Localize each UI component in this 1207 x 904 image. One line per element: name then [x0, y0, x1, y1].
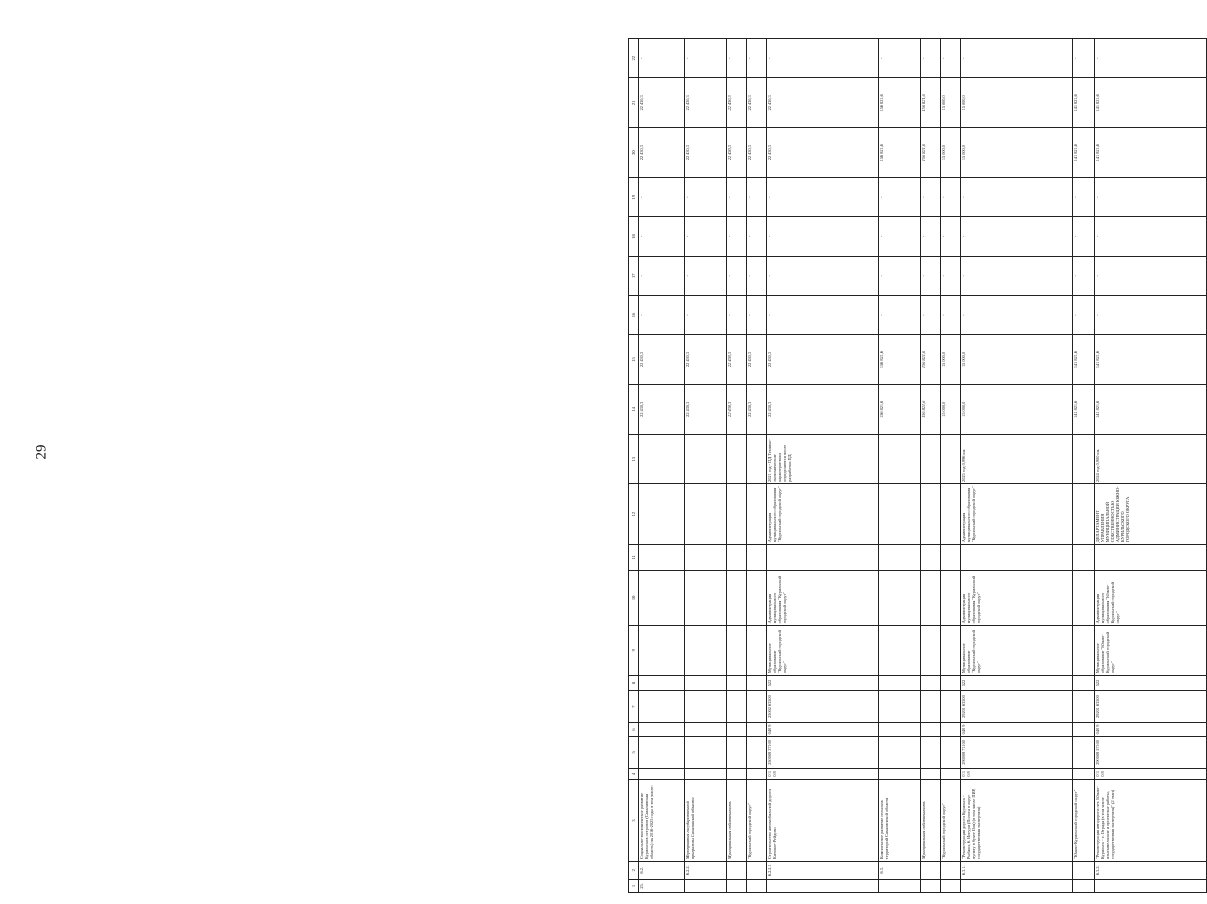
table-cell-c11: [1095, 544, 1207, 570]
table-cell-c17: -: [941, 256, 961, 295]
column-number: 20: [629, 128, 639, 178]
table-cell-c12: [727, 484, 747, 544]
table-cell-c22: -: [1073, 39, 1095, 78]
table-cell-c15: 15 000,0: [941, 335, 961, 385]
table-cell-c21: 22 430,3: [727, 78, 747, 128]
table-cell-c1: [941, 879, 961, 892]
table-cell-c4: [727, 768, 747, 780]
table-cell-c12: Администрация муниципального образования "Курильский городской округ": [767, 484, 879, 544]
table-cell-c7: [1073, 691, 1095, 722]
table-cell-c13: [941, 434, 961, 484]
table-cell-c3: "Реконструкция автодороги пгт. Южно-Курильск - с. Отрада (в том числе изыскательские и проектные работы, государственная экспертиза)" (2 этап): [1095, 780, 1207, 861]
table-cell-c9: [639, 625, 685, 675]
table-cell-c13: [879, 434, 921, 484]
table-cell-c16: -: [747, 295, 767, 334]
table-cell-c17: -: [639, 256, 685, 295]
table-cell-c6: [941, 722, 961, 736]
table-cell-c10: Администрация муниципального образования "Курильский городской округ": [767, 570, 879, 625]
column-number: 21: [629, 78, 639, 128]
table-cell-c21: 15 000,0: [941, 78, 961, 128]
table-cell-c21: 22 430,3: [685, 78, 727, 128]
table-cell-c9: Муниципальное образование "Южно-Курильский городской округ": [1095, 625, 1207, 675]
table-cell-c12: Администрация муниципального образования "Курильский городской округ": [961, 484, 1073, 544]
table-row: [639, 39, 685, 893]
table-cell-c9: [941, 625, 961, 675]
table-cell-c20: 22 430,3: [639, 128, 685, 178]
table-cell-c4: [941, 768, 961, 780]
table-cell-c19: -: [1073, 178, 1095, 217]
table-cell-c4: [747, 768, 767, 780]
table-cell-c3: Комплексное развитие сельских территорий Сахалинской области: [879, 780, 921, 861]
table-cell-c8: 522: [767, 675, 879, 691]
table-cell-c14: 22 430,3: [767, 384, 879, 434]
table-cell-c20: 141 821,6: [1095, 128, 1207, 178]
table-cell-c5: [921, 737, 941, 768]
table-cell-c17: -: [685, 256, 727, 295]
table-row: [961, 39, 1073, 893]
table-cell-c6: [921, 722, 941, 736]
table-cell-c4: [879, 768, 921, 780]
table-cell-c8: [639, 675, 685, 691]
table-cell-c10: [921, 570, 941, 625]
table-cell-c11: [727, 544, 747, 570]
column-number: 22: [629, 39, 639, 78]
table-cell-c8: 522: [1095, 675, 1207, 691]
table-cell-c14: 15 000,0: [941, 384, 961, 434]
table-cell-c19: -: [879, 178, 921, 217]
table-cell-c12: [879, 484, 921, 544]
table-cell-c20: 15 000,0: [941, 128, 961, 178]
table-cell-c1: 25.: [639, 879, 685, 892]
table-cell-c12: [921, 484, 941, 544]
column-number: 1: [629, 879, 639, 892]
table-cell-c18: -: [961, 217, 1073, 256]
column-number: 9: [629, 625, 639, 675]
table-cell-c15: 141 821,6: [1095, 335, 1207, 385]
table-cell-c21: 141 821,6: [1073, 78, 1095, 128]
table-cell-c11: [767, 544, 879, 570]
table-cell-c6: [1073, 722, 1095, 736]
table-cell-c3: "Реконструкция дороги Курильск - Рыбаки, 6. Ингури (Полоса в округ пункту в бухте Оля) (в том числе ПИР, государственная экспертиза): [961, 780, 1073, 861]
table-cell-c1: [1073, 879, 1095, 892]
table-cell-c9: [879, 625, 921, 675]
table-cell-c15: 22 430,3: [767, 335, 879, 385]
table-cell-c2: 6.3.1.: [961, 861, 1073, 879]
table-cell-c12: [747, 484, 767, 544]
table-cell-c4: 0 3 0 8: [767, 768, 879, 780]
table-cell-c12: [941, 484, 961, 544]
table-cell-c7: 29201 63500: [1095, 691, 1207, 722]
table-cell-c19: -: [1095, 178, 1207, 217]
table-cell-c5: [879, 737, 921, 768]
table-cell-c10: [879, 570, 921, 625]
table-row: [1073, 39, 1095, 893]
table-cell-c16: -: [941, 295, 961, 334]
table-cell-c20: 22 430,3: [685, 128, 727, 178]
table-cell-c1: [1095, 879, 1207, 892]
table-cell-c14: 15 000,0: [961, 384, 1073, 434]
table-cell-c3: Социально-экономическое развитие Курильских островов (Сахалинская область) на 2016-2025 годы в том числе:: [639, 780, 685, 861]
table-cell-c21: 156 821,6: [921, 78, 941, 128]
table-cell-c9: [921, 625, 941, 675]
table-row: [767, 39, 879, 893]
table-cell-c18: -: [747, 217, 767, 256]
table-cell-c18: -: [767, 217, 879, 256]
table-cell-c2: 6.2.: [639, 861, 685, 879]
table-cell-c2: [921, 861, 941, 879]
table-cell-c15: 22 430,3: [747, 335, 767, 385]
table-cell-c17: -: [879, 256, 921, 295]
table-cell-c4: [685, 768, 727, 780]
table-cell-c4: [1073, 768, 1095, 780]
investment-table: [628, 38, 1207, 893]
table-cell-c17: -: [921, 256, 941, 295]
table-cell-c11: [1073, 544, 1095, 570]
table-cell-c15: 22 430,3: [685, 335, 727, 385]
table-row: [879, 39, 921, 893]
table-cell-c1: [747, 879, 767, 892]
table-cell-c5: [747, 737, 767, 768]
table-cell-c10: [685, 570, 727, 625]
table-cell-c17: -: [747, 256, 767, 295]
table-cell-c17: -: [961, 256, 1073, 295]
table-cell-c19: -: [941, 178, 961, 217]
column-number: 12: [629, 484, 639, 544]
table-cell-c16: -: [961, 295, 1073, 334]
table-cell-c18: -: [941, 217, 961, 256]
table-cell-c13: [1073, 434, 1095, 484]
table-cell-c1: [879, 879, 921, 892]
table-cell-c17: -: [767, 256, 879, 295]
table-cell-c20: 22 430,3: [727, 128, 747, 178]
table-cell-c12: ДЕПАРТАМЕНТ УПРАВЛЕНИЯ МУНИЦИПАЛЬНОЙ СОБСТВЕННОСТЬЮ АДМИНИСТРАЦИИ ЮЖНО-КУРИЛЬСКОГО ГОРОДСКОГО ОКРУГА: [1095, 484, 1207, 544]
table-cell-c18: -: [1073, 217, 1095, 256]
table-header-row: [629, 39, 639, 893]
column-number: 8: [629, 675, 639, 691]
column-number: 10: [629, 570, 639, 625]
table-cell-c21: 156 821,6: [879, 78, 921, 128]
table-cell-c15: 156 821,6: [879, 335, 921, 385]
table-cell-c17: -: [1073, 256, 1095, 295]
table-cell-c21: 15 000,0: [961, 78, 1073, 128]
table-cell-c7: [727, 691, 747, 722]
table-cell-c18: -: [879, 217, 921, 256]
table-cell-c18: -: [685, 217, 727, 256]
table-cell-c16: -: [921, 295, 941, 334]
table-cell-c5: 250008 37100: [767, 737, 879, 768]
table-cell-c13: [921, 434, 941, 484]
table-cell-c10: Администрация муниципального образования "Курильский городской округ": [961, 570, 1073, 625]
table-cell-c16: -: [685, 295, 727, 334]
table-cell-c11: [879, 544, 921, 570]
table-cell-c2: 6.3.: [879, 861, 921, 879]
table-cell-c10: [1073, 570, 1095, 625]
table-cell-c7: [941, 691, 961, 722]
table-cell-c8: [727, 675, 747, 691]
table-cell-c13: [727, 434, 747, 484]
table-cell-c19: -: [685, 178, 727, 217]
table-cell-c1: [685, 879, 727, 892]
table-cell-c19: -: [767, 178, 879, 217]
table-cell-c1: [921, 879, 941, 892]
table-cell-c16: -: [767, 295, 879, 334]
table-cell-c12: [1073, 484, 1095, 544]
page-number: 29: [33, 444, 50, 460]
table-cell-c22: -: [1095, 39, 1207, 78]
table-cell-c7: [921, 691, 941, 722]
table-cell-c3: "Южно-Курильский городской округ": [1073, 780, 1095, 861]
column-number: 13: [629, 434, 639, 484]
table-cell-c1: [767, 879, 879, 892]
table-cell-c18: -: [1095, 217, 1207, 256]
table-cell-c7: [639, 691, 685, 722]
table-cell-c10: [727, 570, 747, 625]
table-cell-c9: [747, 625, 767, 675]
table-row: [1095, 39, 1207, 893]
table-cell-c15: 22 430,3: [639, 335, 685, 385]
table-cell-c7: [747, 691, 767, 722]
table-cell-c11: [961, 544, 1073, 570]
column-number: 19: [629, 178, 639, 217]
table-cell-c21: 22 430,3: [767, 78, 879, 128]
table-cell-c8: [1073, 675, 1095, 691]
table-cell-c4: [921, 768, 941, 780]
table-cell-c7: [879, 691, 921, 722]
table-cell-c6: 040 9: [767, 722, 879, 736]
table-cell-c20: 141 821,6: [1073, 128, 1095, 178]
table-cell-c17: -: [727, 256, 747, 295]
table-cell-c19: -: [639, 178, 685, 217]
table-cell-c5: 290008 71100: [961, 737, 1073, 768]
table-cell-c9: [685, 625, 727, 675]
table-cell-c22: -: [879, 39, 921, 78]
table-cell-c22: -: [961, 39, 1073, 78]
table-cell-c5: [941, 737, 961, 768]
table-cell-c11: [941, 544, 961, 570]
table-cell-c10: Администрация муниципального образования "Южно-Курильский городской округ": [1095, 570, 1207, 625]
table-cell-c2: 6.2.2.1: [767, 861, 879, 879]
table-cell-c14: 141 821,6: [1073, 384, 1095, 434]
table-cell-c12: [685, 484, 727, 544]
table-cell-c14: 22 430,3: [727, 384, 747, 434]
table-cell-c7: 29201 63500: [961, 691, 1073, 722]
table-cell-c8: 522: [961, 675, 1073, 691]
table-cell-c1: [961, 879, 1073, 892]
table-cell-c9: [1073, 625, 1095, 675]
table-cell-c5: [727, 737, 747, 768]
table-cell-c6: [685, 722, 727, 736]
table-cell-c16: -: [1095, 295, 1207, 334]
table-cell-c16: -: [727, 295, 747, 334]
table-cell-c18: -: [921, 217, 941, 256]
table-cell-c9: Муниципальное образование "Курильский городской округ": [767, 625, 879, 675]
table-row: [747, 39, 767, 893]
table-cell-c8: [685, 675, 727, 691]
table-cell-c13: [747, 434, 767, 484]
table-cell-c22: -: [941, 39, 961, 78]
table-cell-c6: 040 9: [961, 722, 1073, 736]
table-cell-c2: 6.3.2.: [1095, 861, 1207, 879]
table-cell-c19: -: [747, 178, 767, 217]
column-number: 4: [629, 768, 639, 780]
table-cell-c3: Муниципальная собственность: [921, 780, 941, 861]
table-cell-c2: [727, 861, 747, 879]
table-cell-c10: [941, 570, 961, 625]
table-cell-c9: Муниципальное образование "Курильский городской округ": [961, 625, 1073, 675]
table-cell-c22: -: [727, 39, 747, 78]
table-cell-c6: [639, 722, 685, 736]
table-cell-c6: 040 9: [1095, 722, 1207, 736]
column-number: 6: [629, 722, 639, 736]
table-row: [941, 39, 961, 893]
table-cell-c21: 22 430,3: [747, 78, 767, 128]
table-cell-c11: [639, 544, 685, 570]
table-cell-c14: 22 430,3: [639, 384, 685, 434]
table-cell-c14: 22 430,3: [685, 384, 727, 434]
table-cell-c8: [941, 675, 961, 691]
table-cell-c18: -: [639, 217, 685, 256]
column-number: 16: [629, 295, 639, 334]
table-cell-c11: [747, 544, 767, 570]
table-cell-c15: 141 821,6: [1073, 335, 1095, 385]
table-row: [727, 39, 747, 893]
column-number: 17: [629, 256, 639, 295]
table-cell-c6: [879, 722, 921, 736]
column-number: 5: [629, 737, 639, 768]
table-cell-c5: [685, 737, 727, 768]
table-cell-c16: -: [879, 295, 921, 334]
table-cell-c15: 15 000,0: [961, 335, 1073, 385]
table-cell-c22: -: [921, 39, 941, 78]
table-cell-c5: 290008 57100: [1095, 737, 1207, 768]
table-cell-c15: 156 821,6: [921, 335, 941, 385]
table-cell-c15: 22 430,3: [727, 335, 747, 385]
table-cell-c14: 22 430,3: [747, 384, 767, 434]
table-cell-c11: [685, 544, 727, 570]
table-cell-c6: [727, 722, 747, 736]
table-cell-c22: -: [767, 39, 879, 78]
table-cell-c4: [639, 768, 685, 780]
table-cell-c13: [685, 434, 727, 484]
table-cell-c22: -: [747, 39, 767, 78]
table-cell-c7: [685, 691, 727, 722]
table-cell-c10: [747, 570, 767, 625]
table-cell-c8: [879, 675, 921, 691]
table-cell-c1: [727, 879, 747, 892]
table-cell-c20: 156 821,6: [879, 128, 921, 178]
table-cell-c19: -: [727, 178, 747, 217]
column-number: 11: [629, 544, 639, 570]
table-cell-c17: -: [1095, 256, 1207, 295]
table-cell-c16: -: [639, 295, 685, 334]
table-cell-c8: [921, 675, 941, 691]
table-cell-c20: 22 430,3: [767, 128, 879, 178]
table-cell-c5: [639, 737, 685, 768]
column-number: 2: [629, 861, 639, 879]
table-cell-c2: [747, 861, 767, 879]
table-cell-c7: 25002 63500: [767, 691, 879, 722]
table-cell-c11: [921, 544, 941, 570]
table-cell-c3: Муниципальная собственность: [727, 780, 747, 861]
table-cell-c22: -: [639, 39, 685, 78]
table-cell-c3: "Курильский городской округ": [941, 780, 961, 861]
table-cell-c13: 2021 год - ПД Технико-экономические характеристики определяются после разработки ПД: [767, 434, 879, 484]
table-cell-c13: 2025 год 0,996 км.: [961, 434, 1073, 484]
table-cell-c10: [639, 570, 685, 625]
table-cell-c20: 15 000,0: [961, 128, 1073, 178]
table-cell-c18: -: [727, 217, 747, 256]
table-row: [921, 39, 941, 893]
table-cell-c3: Строительство автомобильной дороги Китовое-Рейдово: [767, 780, 879, 861]
table-cell-c21: 141 821,6: [1095, 78, 1207, 128]
table-cell-c22: -: [685, 39, 727, 78]
rotated-table: [628, 38, 1176, 893]
column-number: 14: [629, 384, 639, 434]
table-cell-c20: 22 430,3: [747, 128, 767, 178]
table-cell-c19: -: [921, 178, 941, 217]
table-cell-c4: 0 3 0 8: [961, 768, 1073, 780]
table-cell-c3: "Курильский городской округ": [747, 780, 767, 861]
column-number: 3: [629, 780, 639, 861]
table-cell-c2: 6.2.2.: [685, 861, 727, 879]
table-cell-c8: [747, 675, 767, 691]
table-cell-c14: 156 821,6: [879, 384, 921, 434]
table-cell-c12: [639, 484, 685, 544]
table-cell-c16: -: [1073, 295, 1095, 334]
table-cell-c4: 0 3 0 8: [1095, 768, 1207, 780]
table-row: [685, 39, 727, 893]
table-cell-c9: [727, 625, 747, 675]
table-cell-c14: 141 821,6: [1095, 384, 1207, 434]
table-cell-c13: [639, 434, 685, 484]
column-number: 15: [629, 335, 639, 385]
table-cell-c6: [747, 722, 767, 736]
table-cell-c13: 2024 год 0,900 км.: [1095, 434, 1207, 484]
table-cell-c19: -: [961, 178, 1073, 217]
table-cell-c14: 156 821,6: [921, 384, 941, 434]
table-cell-c20: 156 821,6: [921, 128, 941, 178]
table-cell-c5: [1073, 737, 1095, 768]
column-number: 7: [629, 691, 639, 722]
table-cell-c2: [941, 861, 961, 879]
column-number: 18: [629, 217, 639, 256]
table-cell-c2: [1073, 861, 1095, 879]
table-cell-c21: 22 430,3: [639, 78, 685, 128]
table-cell-c3: Мероприятия государственной программы Сахалинской области: [685, 780, 727, 861]
